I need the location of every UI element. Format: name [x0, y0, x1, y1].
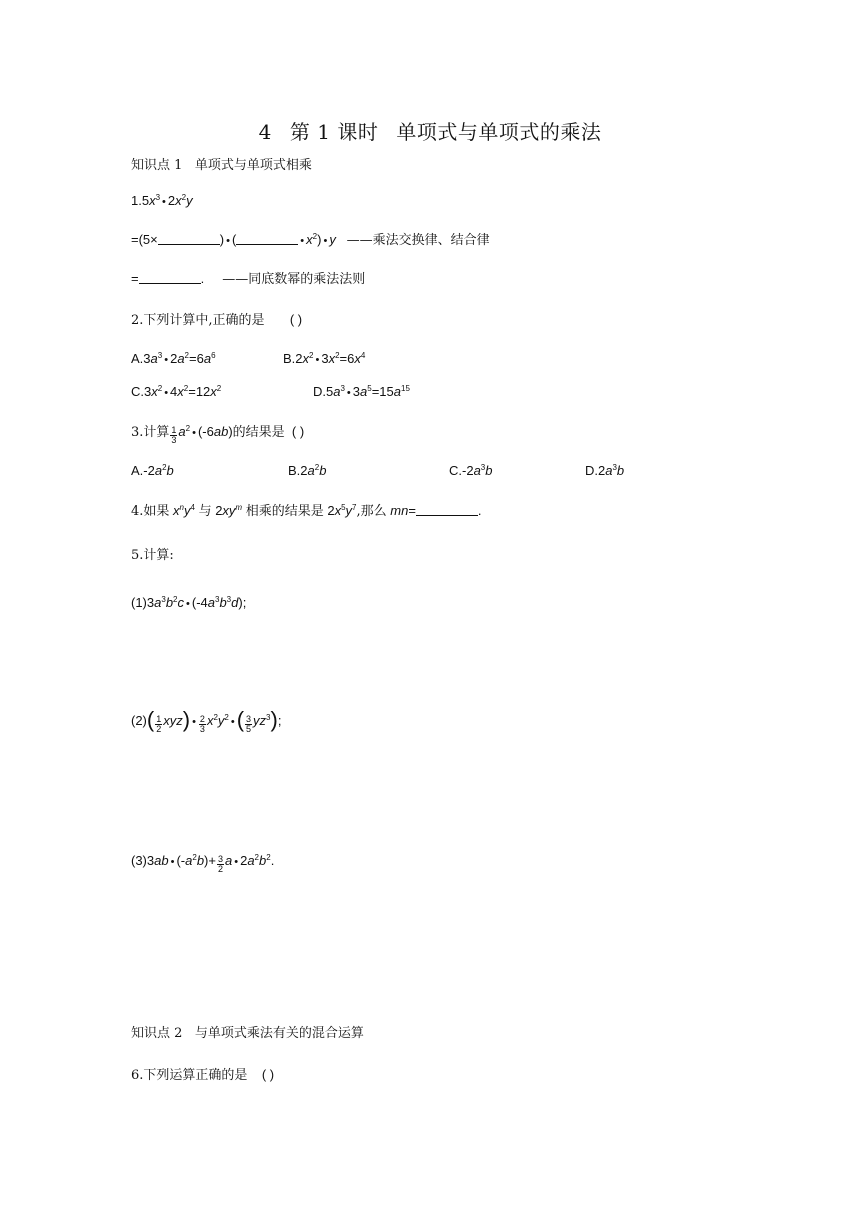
q1-step2: = . ——同底数幂的乘法法则	[131, 271, 366, 287]
q2-option-d[interactable]: $D.5a^3$ • $3a^5=15a^{15}$	[313, 384, 410, 399]
q5-part-1-label: (1)	[131, 595, 147, 610]
q5-part-3-label: (3)	[131, 853, 147, 868]
q2-stem	[131, 311, 302, 330]
q1-blank-3[interactable]	[139, 271, 201, 284]
q2-option-a-label: A.	[131, 351, 144, 366]
q2-stem-text: 2.下列计算中,正确的是	[131, 313, 265, 328]
q3-option-c[interactable]: $C.-2a^3b$	[449, 463, 493, 478]
q4-then: ,那么	[356, 504, 387, 519]
q2-answer-paren[interactable]: ( )	[289, 312, 303, 327]
q5-stem: 5.计算:	[131, 548, 174, 563]
q3-option-b[interactable]: $B.2a^2b$	[288, 463, 327, 478]
q5-part-1: $(1)3a^3b^2c$ • $(-4a^3b^3d)$;	[131, 595, 247, 610]
q6-stem	[131, 1066, 274, 1085]
q3-option-a[interactable]: $A.-2a^2b$	[131, 463, 174, 478]
title-lesson: 第 1 课时	[289, 120, 379, 144]
q4-stem: 4.如果 $x^ny^4$ 与 $2xy^m$ 相乘的结果是 $2x^5y^7$,那么 mn= .	[131, 503, 482, 519]
q4-mid: 相乘的结果是	[245, 504, 324, 519]
q1-blank-1[interactable]	[158, 232, 220, 245]
q2-option-c-label: C.	[131, 384, 144, 399]
q3-stem-prefix: 3.计算	[131, 425, 170, 440]
q1-number: 1.	[131, 193, 142, 208]
q1-comment-2: ——同底数幂的乘法法则	[222, 272, 366, 287]
q3-fraction: $\frac{1}{3}$	[171, 425, 177, 445]
q1-blank-2[interactable]	[236, 232, 298, 245]
page-title	[0, 116, 860, 145]
section-2-heading	[131, 1025, 364, 1043]
section-1-heading	[131, 157, 312, 175]
title-topic: 单项式与单项式的乘法	[396, 120, 602, 144]
q3-stem: 3.计算 $\frac{1}{3}$ $a^2$ • (-6ab)的结果是 ( )	[131, 424, 305, 445]
q5-part-2: (2)( $\frac{1}{2}$ xyz) • $\frac{2}{3}$ $x^2y^2$ •( $\frac{3}{5}$ $yz^3$);	[131, 707, 282, 734]
q1-expression: $1.5x^3$ • $2x^2y$	[131, 193, 193, 208]
q3-answer-paren[interactable]: ( )	[291, 424, 305, 439]
q2-option-b[interactable]: $B.2x^2$ • $3x^2=6x^4$	[283, 351, 366, 366]
q1-step1: =(5× ) • ( • $x^2$) • y ——乘法交换律、结合律	[131, 232, 490, 248]
q6-stem-text: 6.下列运算正确的是	[131, 1068, 248, 1083]
section-2-title: 与单项式乘法有关的混合运算	[194, 1026, 364, 1041]
q5-part-3: (3)3ab • $(-a^2b)+$ $\frac{3}{2}$ a • $2a^2b^2$.	[131, 853, 275, 874]
q6-answer-paren[interactable]: ( )	[261, 1067, 275, 1082]
section-2-label: 知识点 2	[131, 1026, 183, 1041]
section-1-label: 知识点 1	[131, 158, 183, 173]
q2-option-a[interactable]: $A.3a^3$ • $2a^2=6a^6$	[131, 351, 216, 366]
q2-option-b-label: B.	[283, 351, 296, 366]
q2-option-c[interactable]: $C.3x^2$ • $4x^2=12x^2$	[131, 384, 222, 399]
q1-comment-1: ——乘法交换律、结合律	[346, 233, 490, 248]
q3-stem-suffix: 的结果是	[232, 425, 285, 440]
q3-option-d[interactable]: $D.2a^3b$	[585, 463, 625, 478]
q4-blank[interactable]	[416, 503, 478, 516]
q4-with: 与	[198, 504, 212, 519]
q5-part-2-label: (2)	[131, 713, 147, 728]
q2-option-d-label: D.	[313, 384, 326, 399]
title-number: 4	[258, 120, 272, 144]
q4-prefix: 4.如果	[131, 504, 170, 519]
section-1-title: 单项式与单项式相乘	[194, 158, 312, 173]
